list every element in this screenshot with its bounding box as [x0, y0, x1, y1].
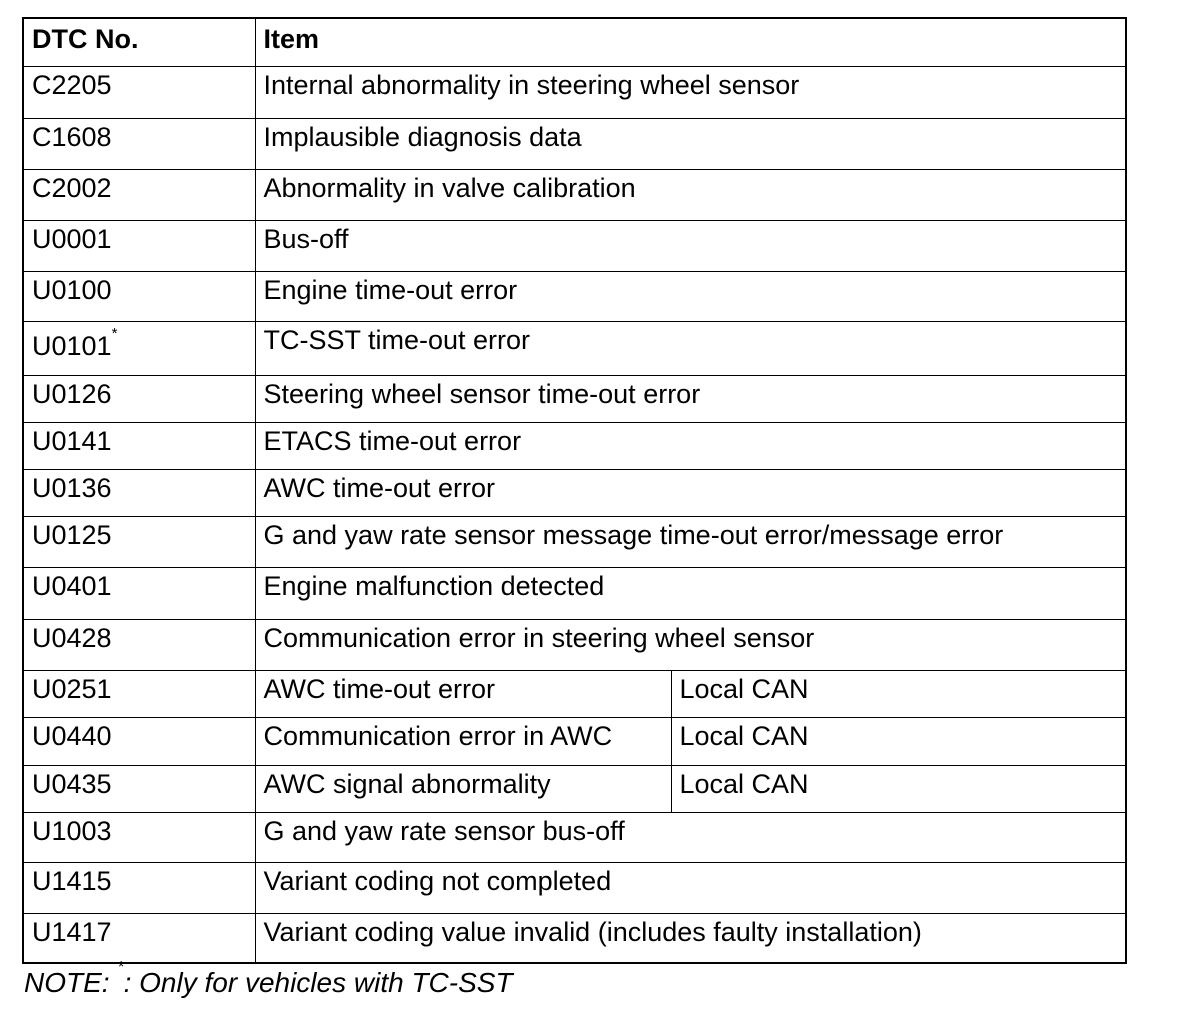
dtc-code-cell [23, 862, 255, 913]
table-row [23, 422, 1126, 469]
dtc-code: U0100 [32, 274, 112, 305]
dtc-item-cell: Variant coding not completed [255, 862, 1126, 913]
dtc-code-cell [23, 717, 255, 765]
footnote [24, 959, 513, 1000]
dtc-item-cell: Bus-off [255, 220, 1126, 271]
dtc-item-cell: TC-SST time-out error [255, 321, 1126, 375]
dtc-code: C2002 [32, 172, 112, 203]
dtc-item-cell: AWC time-out error [255, 469, 1126, 516]
dtc-code: U0141 [32, 425, 112, 456]
dtc-code-cell [23, 516, 255, 567]
table-row [23, 118, 1126, 169]
table-row [23, 469, 1126, 516]
table-row [23, 619, 1126, 670]
header-item: Item [255, 18, 1126, 66]
dtc-code-cell [23, 169, 255, 220]
dtc-note-cell: Local CAN [671, 717, 1126, 765]
header-dtc-no: DTC No. [23, 18, 255, 66]
table-row [23, 717, 1126, 765]
dtc-code: U0001 [32, 223, 112, 254]
dtc-item-cell: Implausible diagnosis data [255, 118, 1126, 169]
table-row [23, 812, 1126, 862]
table-row [23, 169, 1126, 220]
dtc-code: U1415 [32, 865, 112, 896]
dtc-code: U0125 [32, 519, 112, 550]
table-row [23, 567, 1126, 619]
dtc-code: U0401 [32, 570, 112, 601]
table-row [23, 913, 1126, 963]
dtc-code: C2205 [32, 69, 112, 100]
dtc-item-cell: G and yaw rate sensor bus-off [255, 812, 1126, 862]
table-row [23, 765, 1126, 812]
dtc-table [22, 17, 1127, 964]
dtc-code-cell [23, 469, 255, 516]
table-row [23, 375, 1126, 422]
dtc-note-cell: Local CAN [671, 670, 1126, 717]
dtc-item-cell: ETACS time-out error [255, 422, 1126, 469]
dtc-code-cell [23, 375, 255, 422]
dtc-code: U0101 [32, 330, 112, 361]
dtc-code-cell [23, 422, 255, 469]
dtc-note-cell: Local CAN [671, 765, 1126, 812]
footnote-prefix: NOTE: [24, 967, 118, 998]
dtc-code-cell [23, 118, 255, 169]
table-row [23, 862, 1126, 913]
dtc-code: U0435 [32, 768, 112, 799]
dtc-item-cell: Communication error in AWC [255, 717, 671, 765]
dtc-code: C1608 [32, 121, 112, 152]
dtc-code: U0440 [32, 720, 112, 751]
dtc-code: U0428 [32, 622, 112, 653]
dtc-item-cell: Variant coding value invalid (includes faulty installation) [255, 913, 1126, 963]
dtc-code-cell [23, 670, 255, 717]
table-row [23, 220, 1126, 271]
dtc-code-cell [23, 271, 255, 321]
dtc-item-cell: Engine time-out error [255, 271, 1126, 321]
footnote-mark: * [117, 959, 124, 976]
dtc-item-cell: Communication error in steering wheel sensor [255, 619, 1126, 670]
footnote-text: : Only for vehicles with TC-SST [123, 967, 513, 998]
table-header-row [23, 18, 1126, 66]
table-body [23, 66, 1126, 963]
dtc-item-cell: Steering wheel sensor time-out error [255, 375, 1126, 422]
table-row [23, 271, 1126, 321]
table-row [23, 66, 1126, 118]
table-row [23, 670, 1126, 717]
dtc-item-cell: Internal abnormality in steering wheel sensor [255, 66, 1126, 118]
dtc-code: U1003 [32, 815, 112, 846]
dtc-code-cell [23, 567, 255, 619]
dtc-code-mark: * [111, 324, 118, 342]
dtc-code-cell [23, 66, 255, 118]
dtc-code: U0126 [32, 378, 112, 409]
dtc-code: U0136 [32, 472, 112, 503]
dtc-item-cell: AWC signal abnormality [255, 765, 671, 812]
dtc-item-cell: G and yaw rate sensor message time-out error/message error [255, 516, 1126, 567]
dtc-code-cell [23, 765, 255, 812]
dtc-item-cell: Engine malfunction detected [255, 567, 1126, 619]
dtc-code: U0251 [32, 673, 112, 704]
dtc-code-cell [23, 812, 255, 862]
dtc-item-cell: Abnormality in valve calibration [255, 169, 1126, 220]
dtc-code-cell [23, 913, 255, 963]
dtc-code-cell [23, 619, 255, 670]
table-row [23, 516, 1126, 567]
dtc-code: U1417 [32, 916, 112, 947]
dtc-item-cell: AWC time-out error [255, 670, 671, 717]
dtc-code-cell [23, 321, 255, 375]
table-row [23, 321, 1126, 375]
dtc-code-cell [23, 220, 255, 271]
